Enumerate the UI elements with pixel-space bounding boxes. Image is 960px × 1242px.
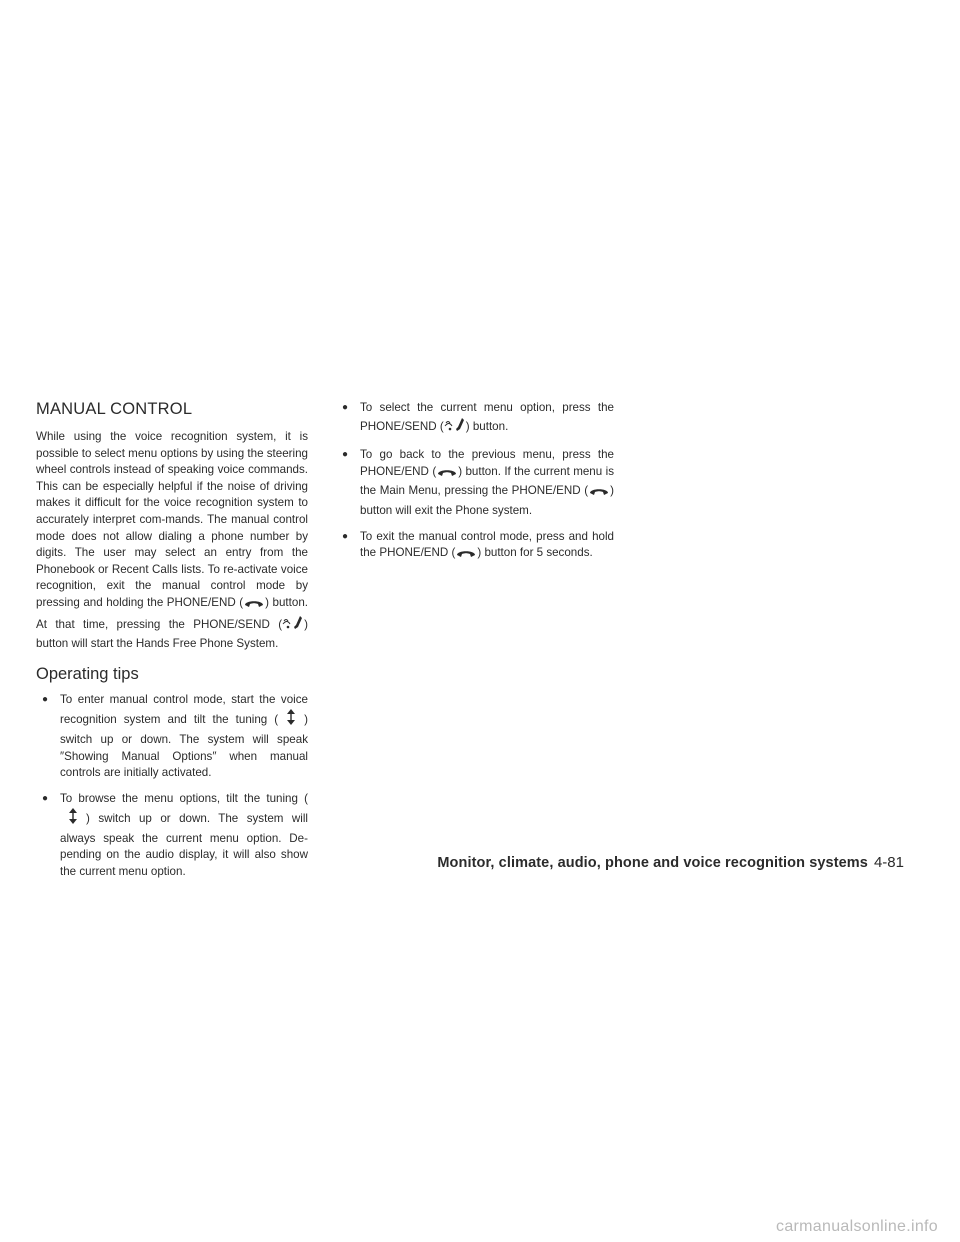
intro-text-3: ) button will start the Hands Free Phone System. xyxy=(36,617,308,651)
watermark: carmanualsonline.info xyxy=(776,1218,938,1235)
tip-text: To browse the menu options, tilt the tuning ( xyxy=(60,791,308,805)
phone-end-icon xyxy=(455,547,477,565)
list-item xyxy=(342,447,614,519)
tip-text: ) switch up or down. The system will speak ″Showing Manual Options″ when manual controls are initially activated. xyxy=(60,713,308,780)
subsection-title: Operating tips xyxy=(36,664,139,683)
left-column xyxy=(36,400,308,890)
tip-text: ) button for 5 seconds. xyxy=(477,546,593,560)
phone-send-icon xyxy=(444,417,466,439)
phone-end-icon xyxy=(436,466,458,484)
tips-list-right xyxy=(342,400,614,565)
tips-list-left xyxy=(36,692,308,881)
list-item xyxy=(342,529,614,565)
phone-send-icon xyxy=(282,615,304,637)
intro-text-2: ) button. At that time, pressing the PHONE/SEND ( xyxy=(36,595,308,631)
list-item xyxy=(342,400,614,438)
tip-text: ) button. xyxy=(465,419,509,433)
tip-text: To select the current menu option, press the PHONE/SEND ( xyxy=(360,401,614,433)
tip-text: ) button. If the current menu is the Main Menu, pressing the PHONE/END ( xyxy=(360,464,614,498)
list-item xyxy=(36,692,308,782)
phone-end-icon xyxy=(243,597,265,615)
phone-end-icon xyxy=(588,485,610,503)
bullet-icon: ● xyxy=(342,402,349,413)
page-footer xyxy=(437,854,904,871)
page-number: 4-81 xyxy=(873,854,904,871)
tip-text: To exit the manual control mode, press and hold the PHONE/END ( xyxy=(360,529,614,560)
right-column xyxy=(342,400,614,574)
intro-text-1: While using the voice recognition system, it is possible to select menu options by using the steering wheel controls instead of speaking voice commands. This can be especially helpful if the noise of driving makes it difficult for the voice recognition system to accurately interpret com-mands. The manual control mode does not allow dialing a phone number by digits. The user may select an entry from the Phonebook or Recent Calls lists. To re-activate voice recognition, exit the manual control mode by pressing and holding the PHONE/END ( xyxy=(36,430,308,609)
tuning-switch-icon xyxy=(60,807,86,831)
tip-text: ) button will exit the Phone system. xyxy=(360,484,614,517)
tip-text: To go back to the previous menu, press the PHONE/END ( xyxy=(360,448,614,478)
intro-paragraph xyxy=(36,429,308,653)
tuning-switch-icon xyxy=(278,708,304,732)
tip-text: To enter manual control mode, start the voice recognition system and tilt the tuning ( xyxy=(60,692,308,727)
bullet-icon: ● xyxy=(42,792,49,804)
bullet-icon: ● xyxy=(42,693,49,705)
tip-text: ) switch up or down. The system will always speak the current menu option. De-pending on the audio display, it will also show the current menu option. xyxy=(60,812,308,879)
bullet-icon: ● xyxy=(342,449,349,461)
section-title: MANUAL CONTROL xyxy=(36,400,193,418)
chapter-title: Monitor, climate, audio, phone and voice recognition systems xyxy=(437,855,868,871)
list-item xyxy=(36,791,308,881)
bullet-icon: ● xyxy=(342,530,349,542)
